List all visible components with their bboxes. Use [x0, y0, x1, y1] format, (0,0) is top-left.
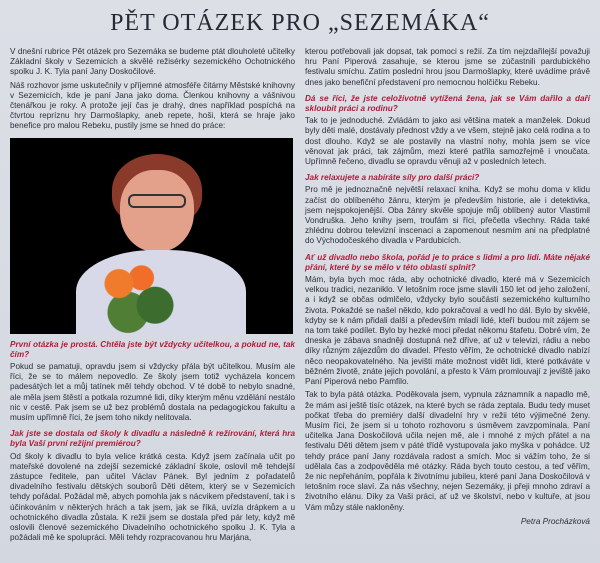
question-2: Jak jste se dostala od školy k divadlu a následně k režírování, která hra byla Vaší první režijní premiérou?: [10, 429, 295, 449]
intro-paragraph-1: V dnešní rubrice Pět otázek pro Sezemáka se budeme ptát dlouholeté učitelky Základní školy v Sezemicích a skvělé režisérky sezemického Ochotnického spolku J. K. Tyla paní Jany Doskočilové.: [10, 47, 295, 77]
portrait-photo: [10, 138, 293, 334]
portrait-face: [120, 170, 194, 252]
portrait-glasses: [128, 194, 186, 208]
author-signature: Petra Procházková: [520, 516, 590, 526]
left-column: [10, 47, 295, 546]
answer-5: Mám, byla bych moc ráda, aby ochotnické divadlo, které má v Sezemicích velkou tradici, nezaniklo. V letošním roce jsme slavili 150 let od jeho založení, a i když se občas odmlčelo, vždycky bylo součástí sezemického kulturního života. Pokaždé se našel někdo, kdo pokračoval a vedl ho dál. Bylo by skvělé, kdyby se k nám přidali další a především mladí lidé, kteří budou mít zájem se na tom také podílet. Bylo by hezké moci předat někomu štafetu. Dobré vím, že dneska je zábava snadněji dostupná než dříve, ať už v televizi, rádiu a nebo díky různým zájezdům do divadel. Přesto věřím, že ochotnické divadlo nabízí něco neopakovatelného. Na jevišti máte možnost vidět lidi, které potkáváte v běžném životě, znáte jejich povolání, a přesto k Vám promlouvají z jeviště jako Paní Piperová nebo Pamfilo.: [305, 275, 590, 387]
intro-paragraph-2: Náš rozhovor jsme uskutečnily v příjemné atmosféře čitárny Městské knihovny v Sezemicích, kde je paní Jana jako doma. Členkou knihovny a vášnivou čtenářkou je roky. A protože její čas je drahý, dnes například pospíchá na čtvrtou repríznu hry Darmošlapky, aneb repete, hoši, která se hraje jako benefice pro malou Rebeku, pustily jsme se hned do práce:: [10, 80, 295, 131]
page-title: PĚT OTÁZEK PRO „SEZEMÁKA“: [110, 10, 490, 36]
columns: [10, 47, 590, 546]
answer-3: Tak to je jednoduché. Zvládám to jako asi většina matek a manželek. Dokud byly děti malé, dostávaly přednost vždy a ve všem, stejně jako celá rodina a to dost dlouho. Když se ale postavily na vlastní nohy, mohla jsem se více věnovat jak práci, tak zájmům, mezi které patřila samozřejmě i vnoučata. Upřímně řečeno, divadlu se opravdu věnuji až v posledních letech.: [305, 116, 590, 167]
answer-4: Pro mě je jednoznačně největší relaxací kniha. Když se mohu doma v klidu začíst do oblíbeného žánru, kterým je především historie, ale i detektivka, jsem nejspokojenější. Oba žánry skvěle spojuje můj oblíbený autor Vlastimil Vondruška. Jeho knihy jsem, troufám si říci, přečetla všechny. Ráda také zhlédnu dobrou televizní inscenaci a zapomenout nesmím ani na předplatné do Východočeského divadla v Pardubicích.: [305, 185, 590, 246]
answer-2: Od školy k divadlu to byla velice krátká cesta. Když jsem začínala učit po mateřské dovolené na zdejší sezemické základní škole, oslovil mě tehdejší zástupce ředitele, pan učitel Václav Pánek. Byl jedním z pořadatelů divadelního festivalu dětských souborů Děti dětem, který se v Sezemicích tehdy pořádal. Požádal mě, abych pomohla jak s nácvikem představení, tak i s účinkováním v některých hrách a tak jsem, jak se říká, uvízla drápkem a u ochotnického divadla zůstala. K režii jsem se dostala před pár lety, když mě oslovili členové sezemického Divadelního ochotnického spolku J. K. Tyla a požádali mě ke spolupráci. Měli tehdy rozpracovanou hru Marjána,: [10, 451, 295, 543]
question-5: Ať už divadlo nebo škola, pořád je to práce s lidmi a pro lidi. Máte nějaké přání, které by se mělo v této oblasti splnit?: [305, 252, 590, 272]
answer-1: Pokud se pamatuji, opravdu jsem si vždycky přála být učitelkou. Musím ale říci, že se to málem nepovedlo. Ze školy jsem totiž vycházela koncem padesátých let a můj tatínek měl tehdy obchod. V té době to nebylo snadné, ale měla jsem štěstí a potkala rozumné lidi, díky kterým měnu vzdělání nestálo nic v cestě. Pak jsem se už bez problémů dostala na pedagogickou fakultu a musím upřímně říci, že jsem toho nikdy nelitovala.: [10, 362, 295, 423]
right-paragraph-0: kterou potřebovali jak dopsat, tak pomoci s režií. Za tím nejzdařilejší považuji hru Paní Piperová zasahuje, se kterou jsme se zúčastnili pardubického festivalu smíchu. Zatím poslední hrou jsou Darmošlapky, které uvádíme právě dnes jako benefiční představení pro nemocnou holčičku Rebeku.: [305, 47, 590, 87]
question-1: První otázka je prostá. Chtěla jste být vždycky učitelkou, a pokud ne, tak čím?: [10, 339, 295, 359]
question-3: Dá se říci, že jste celoživotně vytížená žena, jak se Vám dařilo a daří skloubit práci a rodinu?: [305, 93, 590, 114]
portrait-flowers: [92, 262, 182, 334]
right-column: [305, 47, 590, 546]
closing-paragraph: Tak to byla pátá otázka. Poděkovala jsem, vypnula záznamník a napadlo mě, že mám asi ještě tisíc otázek, na které bych se ráda zeptala. Budu tedy muset počkat třeba do premiéry další divadelní hry v režii této výjimečné ženy. Musím říci, že jsem si u tohoto rozhovoru s úsměvem zavzpomínala. Paní učitelka Jana Doskočilová učila nejen mě, ale i mnohé z mých přátel a na festivalu Děti dětem jsem v páté třídě vystupovala jako myška v pohádce. Už tehdy práce paní Jany rozdávala radost a smích. Moc si vážím toho, že si udělala čas a zodpověděla mé otázky. Ráda bych touto cestou, a teď věřím, že nic nepřeháním, popřála k životnímu jubileu, které paní Jana Doskočilová v letošním roce slaví. Za nás všechny, nejen Sezemáky, ji přeji mnoho zdraví a životního elánu. Díky za Vaši práci, ať už ve školství, nebo v kultuře, at jsou Vám můzy stále nakloněny.: [305, 390, 590, 512]
question-4: Jak relaxujete a nabíráte síly pro další práci?: [305, 173, 480, 183]
